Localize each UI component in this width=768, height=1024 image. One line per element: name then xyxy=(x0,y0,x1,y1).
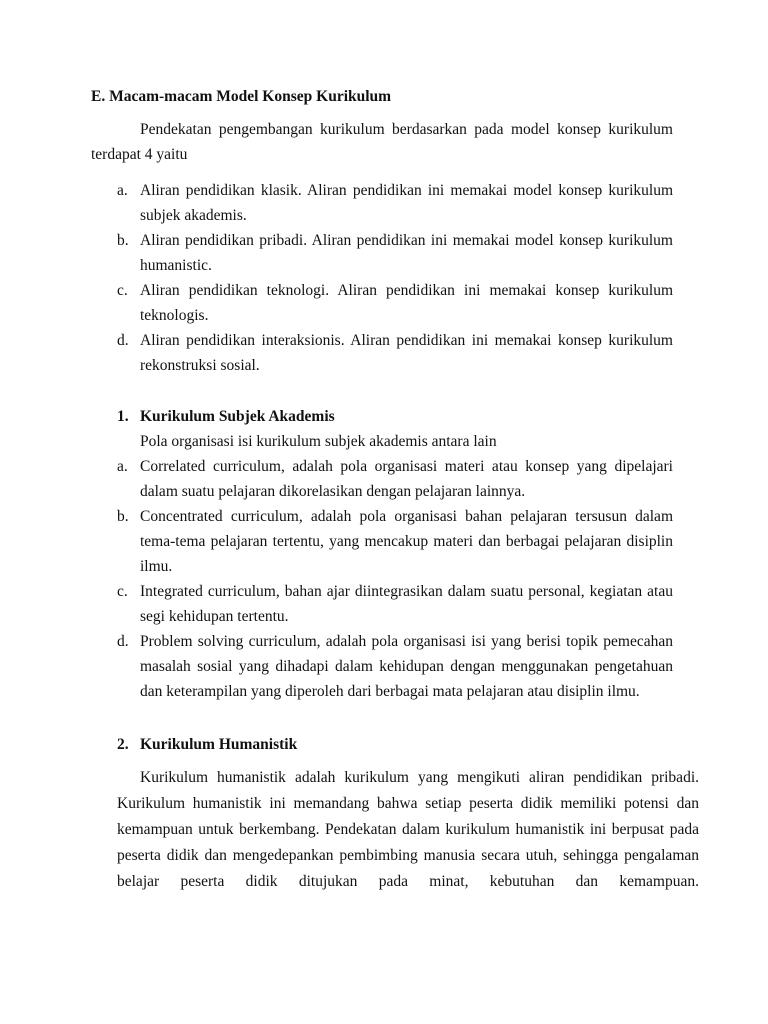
section-e-list xyxy=(91,178,673,378)
list-item-text: Concentrated curriculum, adalah pola organisasi bahan pelajaran tersusun dalam tema-tema pelajaran tertentu, yang mencakup materi dan berbagai pelajaran disiplin ilmu. xyxy=(140,508,673,575)
section-e-intro: Pendekatan pengembangan kurikulum berdasarkan pada model konsep kurikulum terdapat 4 yaitu xyxy=(91,121,673,163)
list-item-text: Correlated curriculum, adalah pola organisasi materi atau konsep yang dipelajari dalam suatu pelajaran dikorelasikan dengan pelajaran lainnya. xyxy=(140,458,673,500)
list-item xyxy=(91,178,673,228)
list-marker: c. xyxy=(117,583,128,600)
section-2 xyxy=(91,732,673,757)
list-item xyxy=(91,579,673,629)
list-marker: b. xyxy=(117,232,129,249)
list-marker: b. xyxy=(117,508,129,525)
list-item xyxy=(91,328,673,378)
section-e-heading: E. Macam-macam Model Konsep Kurikulum xyxy=(91,88,392,105)
list-item xyxy=(91,504,673,579)
list-item xyxy=(91,228,673,278)
section-2-heading xyxy=(91,732,673,757)
list-item xyxy=(91,278,673,328)
heading-text: Kurikulum Humanistik xyxy=(140,736,298,753)
list-item-text: Integrated curriculum, bahan ajar diintegrasikan dalam suatu personal, kegiatan atau segi kehidupan tertentu. xyxy=(140,583,673,625)
list-marker: a. xyxy=(117,182,128,199)
section-2-paragraph: Kurikulum humanistik adalah kurikulum yang mengikuti aliran pendidikan pribadi. Kurikulum humanistik ini memandang bahwa setiap peserta didik memiliki potensi dan kemampuan untuk berkembang. Pendekatan dalam kurikulum humanistik ini berpusat pada peserta didik dan mengedepankan pembimbing manusia secara utuh, sehingga pengalaman belajar peserta didik ditujukan pada minat, kebutuhan dan kemampuan. xyxy=(117,769,699,890)
list-marker: c. xyxy=(117,282,128,299)
list-item-text: Problem solving curriculum, adalah pola organisasi isi yang berisi topik pemecahan masalah sosial yang dihadapi dalam kehidupan dengan menggunakan pengetahuan dan keterampilan yang diperoleh dari berbagai mata pelajaran atau disiplin ilmu. xyxy=(140,633,673,700)
list-marker: d. xyxy=(117,633,129,650)
list-marker: a. xyxy=(117,458,128,475)
list-marker: d. xyxy=(117,332,129,349)
section-1-intro: Pola organisasi isi kurikulum subjek akademis antara lain xyxy=(140,433,497,450)
section-e xyxy=(91,84,673,109)
list-item-text: Aliran pendidikan klasik. Aliran pendidikan ini memakai model konsep kurikulum subjek akademis. xyxy=(140,182,673,224)
heading-text: Kurikulum Subjek Akademis xyxy=(140,408,335,425)
heading-marker: 2. xyxy=(117,736,129,753)
list-item-text: Aliran pendidikan interaksionis. Aliran pendidikan ini memakai konsep kurikulum rekonstruksi sosial. xyxy=(140,332,673,374)
section-1-heading xyxy=(91,404,673,429)
section-1 xyxy=(91,404,673,704)
heading-marker: 1. xyxy=(117,408,129,425)
list-item-text: Aliran pendidikan teknologi. Aliran pendidikan ini memakai konsep kurikulum teknologis. xyxy=(140,282,673,324)
list-item xyxy=(91,454,673,504)
list-item xyxy=(91,629,673,704)
list-item-text: Aliran pendidikan pribadi. Aliran pendidikan ini memakai model konsep kurikulum humanistic. xyxy=(140,232,673,274)
